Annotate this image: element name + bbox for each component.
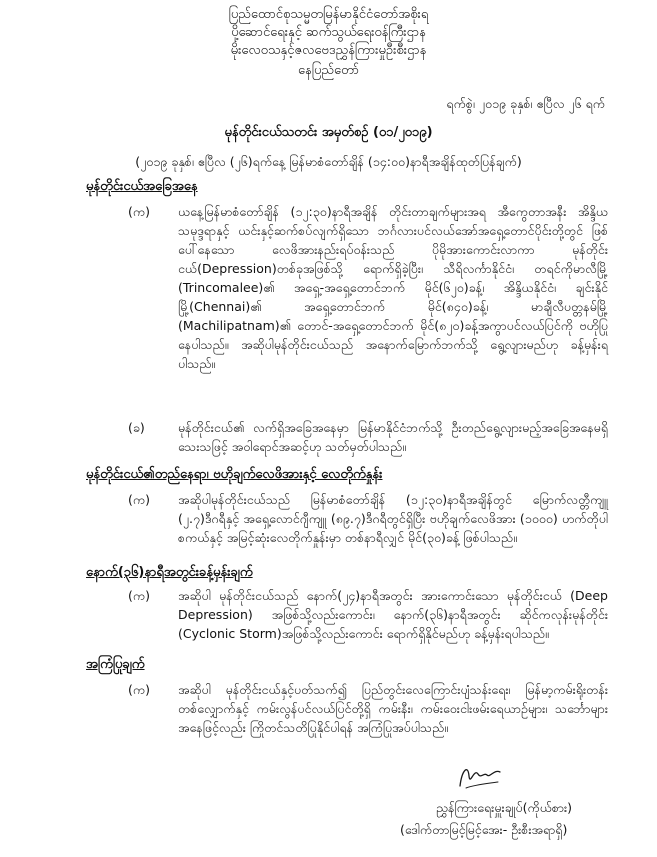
paragraph-forecast-a: အဆိုပါ မုန်တိုင်းငယ်သည် နောက်(၂၄)နာရီအတွင်း အားကောင်းသော မုန်တိုင်းငယ် (Deep Depression) အဖြစ်သို့လည်းကောင်း၊ နောက်(၃၆)နာရီအတွင်း ဆိုင်ကလုန်းမုန်တိုင်း (Cyclonic Storm)အဖြစ်သို့လည်းကောင်း ရောက်ရှိနိုင်မည်ဟု ခန့်မှန်းရပါသည်။ [178, 588, 608, 641]
handwritten-signature [454, 760, 504, 794]
letterhead-city: နေပြည်တော် [297, 63, 359, 78]
item-number: (ခ) [128, 420, 145, 435]
section-heading-location: မုန်တိုင်းငယ်၏တည်နေရာ၊ ဗဟိုချက်လေဖိအားနှင့် လေတိုက်နှုန်း [86, 467, 383, 482]
item-number: (က) [128, 682, 150, 697]
paragraph-condition-a: ယနေ့မြန်မာစံတော်ချိန် (၁၂:၃၀)နာရီအချိန် တိုင်းတာချက်များအရ အီကွေတာအနီး အိန္ဒိယသမုဒ္ဒရာနှင့် ယင်းနှင့်ဆက်စပ်လျက်ရှိသော ဘင်္ဂလားပင်လယ်အော်အရှေ့တောင်ပိုင်းတို့တွင် ဖြစ်ပေါ်နေသော လေဖိအားနည်းရပ်ဝန်းသည် ပိုမိုအားကောင်းလာကာ မုန်တိုင်းငယ်(Depression)တစ်ခုအဖြစ်သို့ ရောက်ရှိခဲ့ပြီး၊ သီရိလင်္ကာနိုင်ငံ၊ တရင်ကိုမာလီမြို့ (Trincomalee)၏ အရှေ့-အရှေ့တောင်ဘက် မိုင်(၆၂၀)ခန့်၊ အိန္ဒိယနိုင်ငံ၊ ချင်းနိုင်မြို့(Chennai)၏ အရှေ့တောင်ဘက် မိုင်(၈၄၀)ခန့်၊ မာချီလီပတ္တနမ်မြို့ (Machilipatnam)၏ တောင်-အရှေ့တောင်ဘက် မိုင်(၈၂၀)ခန့်အကွာပင်လယ်ပြင်ကို ဗဟိုပြုနေပါသည်။ အဆိုပါမုန်တိုင်းငယ်သည် အနောက်မြောက်ဘက်သို့ ရွေ့လျားမည်ဟု ခန့်မှန်းရပါသည်။ [178, 204, 608, 371]
bulletin-subtitle: (၂၀၁၉ ခုနှစ်၊ ဧပြီလ (၂၆)ရက်နေ့ မြန်မာစံတော်ချိန် (၁၄:၀၀)နာရီအချိန်ထုတ်ပြန်ချက်) [135, 154, 522, 169]
paragraph-advice-a: အဆိုပါ မုန်တိုင်းငယ်နှင့်ပတ်သက်၍ ပြည်တွင်းလေကြောင်းပျံသန်းရေး၊ မြန်မာ့ကမ်းရိုးတန်းတစ်လျှောက်နှင့် ကမ်းလွန်ပင်လယ်ပြင်တို့ရှိ ကမ်းနီး၊ ကမ်းဝေးငါးဖမ်းရေယာဉ်များ၊ သင်္ဘောများအနေဖြင့်လည်း ကြိုတင်သတိပြုနိုင်ပါရန် အကြံပြုအပ်ပါသည်။ [178, 682, 608, 735]
signatory-name: (ဒေါက်တာမြင့်မြင့်အေး- ဦးစီးအရာရှိ) [400, 822, 568, 837]
section-heading-condition: မုန်တိုင်းငယ်အခြေအနေ [86, 179, 198, 194]
letterhead-department: မိုးလေဝသနှင့်ဇလဗေဒညွှန်ကြားမှုဦးစီးဌာန [230, 43, 427, 58]
date-line: ရက်စွဲ၊ ၂၀၁၉ ခုနှစ်၊ ဧပြီလ ၂၆ ရက် [446, 96, 605, 111]
bulletin-title: မုန်တိုင်းငယ်သတင်း အမှတ်စဉ် (၀၁/၂၀၁၉) [224, 125, 433, 140]
item-number: (က) [128, 204, 150, 219]
item-number: (က) [128, 588, 150, 603]
item-number: (က) [128, 492, 150, 507]
letterhead-government: ပြည်ထောင်စုသမ္မတမြန်မာနိုင်ငံတော်အစိုးရ [228, 7, 429, 22]
section-heading-advice: အကြံပြုချက် [86, 657, 145, 672]
paragraph-location-a: အဆိုပါမုန်တိုင်းငယ်သည် မြန်မာစံတော်ချိန် (၁၂:၃၀)နာရီအချိန်တွင် မြောက်လတ္တီကျူ (၂.၇)ဒီဂရီနှင့် အရှေ့လောင်ဂျီကျူ (၈၉.၇)ဒီဂရီတွင်ရှိပြီး ဗဟိုချက်လေဖိအား (၁၀၀၀) ဟက်တိုပါစကယ်နှင့် အမြင့်ဆုံးလေတိုက်နှုန်းမှာ တစ်နာရီလျှင် မိုင်(၃၀)ခန့် ဖြစ်ပါသည်။ [178, 492, 608, 545]
signatory-title: ညွှန်ကြားရေးမှူးချုပ်(ကိုယ်စား) [436, 800, 573, 815]
section-heading-forecast: နောက်(၃၆)နာရီအတွင်းခန့်မှန်းချက် [86, 565, 253, 580]
paragraph-condition-b: မုန်တိုင်းငယ်၏ လက်ရှိအခြေအနေမှာ မြန်မာနိုင်ငံဘက်သို့ ဦးတည်ရွေ့လျားမည့်အခြေအနေမရှိသေးသဖြင့် အဝါရောင်အဆင့်ဟု သတ်မှတ်ပါသည်။ [178, 420, 608, 454]
letterhead-ministry: ပို့ဆောင်ရေးနှင့် ဆက်သွယ်ရေးဝန်ကြီးဌာန [231, 25, 426, 40]
